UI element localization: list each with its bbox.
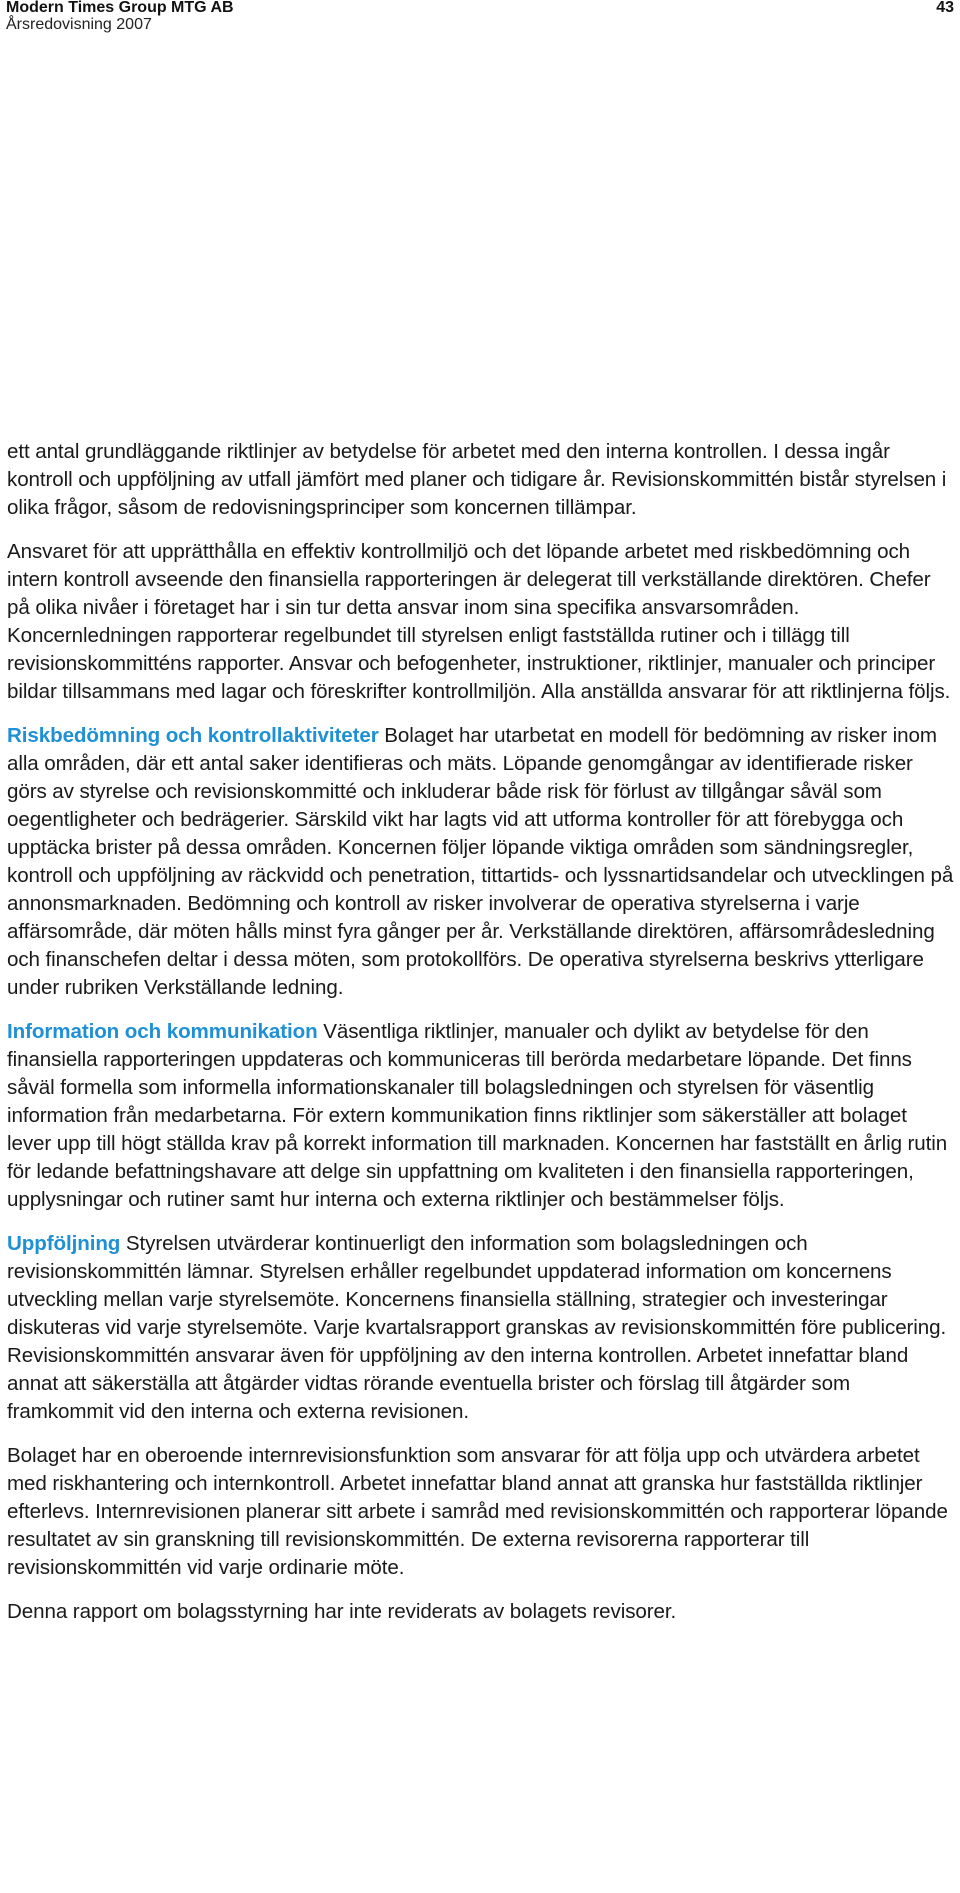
company-name: Modern Times Group MTG AB: [6, 0, 234, 16]
paragraph-text: Ansvaret för att upprätthålla en effektiv kontrollmiljö och det löpande arbetet med riskbedömning och intern kontroll avseende den finansiella rapporteringen är delegerat till verkställande direktören. Chefer på olika nivåer i företaget har i sin tur detta ansvar inom sina specifika ansvarsområden. Koncernledningen rapporterar regelbundet till styrelsen enligt fastställda rutiner och i tillägg till revisionskommitténs rapporter. Ansvar och befogenheter, instruktioner, riktlinjer, manualer och principer bildar tillsammans med lagar och föreskrifter kontrollmiljön. Alla anställda ansvarar för att riktlinjerna följs.: [7, 540, 951, 703]
page-header: [6, 0, 954, 40]
paragraph-internal-audit: [7, 1442, 955, 1582]
paragraph-follow-up: [7, 1230, 955, 1426]
body-text: [7, 438, 955, 1642]
paragraph-text: ett antal grundläggande riktlinjer av betydelse för arbetet med den interna kontrollen. I dessa ingår kontroll och uppföljning av utfall jämfört med planer och tidigare år. Revisionskommittén bistår styrelsen i olika frågor, såsom de redovisningsprinciper som koncernen tillämpar.: [7, 440, 947, 519]
paragraph-closing: [7, 1598, 955, 1626]
section-heading: Riskbedömning och kontrollaktiviteter: [7, 724, 379, 747]
paragraph-text: Bolaget har utarbetat en modell för bedömning av risker inom alla områden, där ett antal saker identifieras och mäts. Löpande genomgångar av identifierade risker görs av styrelse och revisionskommitté och inkluderar både risk för förlust av tillgångar såväl som oegentligheter och bedrägerier. Särskild vikt har lagts vid att utforma kontroller för att förebygga och upptäcka brister på dessa områden. Koncernen följer löpande viktiga områden som sändningsregler, kontroll och uppföljning av räckvidd och penetration, tittartids- och lyssnartidsandelar och utvecklingen på annonsmarknaden. Bedömning och kontroll av risker involverar de operativa styrelserna i varje affärsområde, där möten hålls minst fyra gånger per år. Verkställande direktören, affärsområdesledning och finanschefen deltar i dessa möten, som protokollförs. De operativa styrelserna beskrivs ytterligare under rubriken Verkställande ledning.: [7, 724, 954, 999]
section-heading: Uppföljning: [7, 1232, 121, 1255]
page-number: 43: [936, 0, 954, 16]
paragraph-text: Styrelsen utvärderar kontinuerligt den information som bolagsledningen och revisionskommittén lämnar. Styrelsen erhåller regelbundet uppdaterad information om koncernens utveckling mellan varje styrelsemöte. Koncernens finansiella ställning, strategier och investeringar diskuteras vid varje styrelsemöte. Varje kvartalsrapport granskas av revisionskommittén före publicering. Revisionskommittén ansvarar även för uppföljning av den interna kontrollen. Arbetet innefattar bland annat att säkerställa att åtgärder vidtas rörande eventuella brister och förslag till åtgärder som framkommit vid den interna och externa revisionen.: [7, 1232, 947, 1423]
paragraph-information: [7, 1018, 955, 1214]
paragraph-text: Bolaget har en oberoende internrevisionsfunktion som ansvarar för att följa upp och utvärdera arbetet med riskhantering och internkontroll. Arbetet innefattar bland annat att granska hur fastställda riktlinjer efterlevs. Internrevisionen planerar sitt arbete i samråd med revisionskommittén och rapporterar löpande resultatet av sin granskning till revisionskommittén. De externa revisorerna rapporterar till revisionskommittén vid varje ordinarie möte.: [7, 1444, 948, 1579]
paragraph-text: Denna rapport om bolagsstyrning har inte reviderats av bolagets revisorer.: [7, 1600, 677, 1623]
paragraph-text: Väsentliga riktlinjer, manualer och dylikt av betydelse för den finansiella rapporteringen uppdateras och kommuniceras till berörda medarbetare löpande. Det finns såväl formella som informella informationskanaler till bolagsledningen och styrelsen för väsentlig information från medarbetarna. För extern kommunikation finns riktlinjer som säkerställer att bolaget lever upp till högt ställda krav på korrekt information till marknaden. Koncernen har fastställt en årlig rutin för ledande befattningshavare att delge sin uppfattning om kvaliteten i den finansiella rapporteringen, upplysningar och rutiner samt hur interna och externa riktlinjer och bestämmelser följs.: [7, 1020, 948, 1211]
paragraph-risk-assessment: [7, 722, 955, 1002]
section-heading: Information och kommunikation: [7, 1020, 318, 1043]
report-title: Årsredovisning 2007: [6, 16, 152, 33]
paragraph-intro: [7, 438, 955, 522]
paragraph-control-environment: [7, 538, 955, 706]
